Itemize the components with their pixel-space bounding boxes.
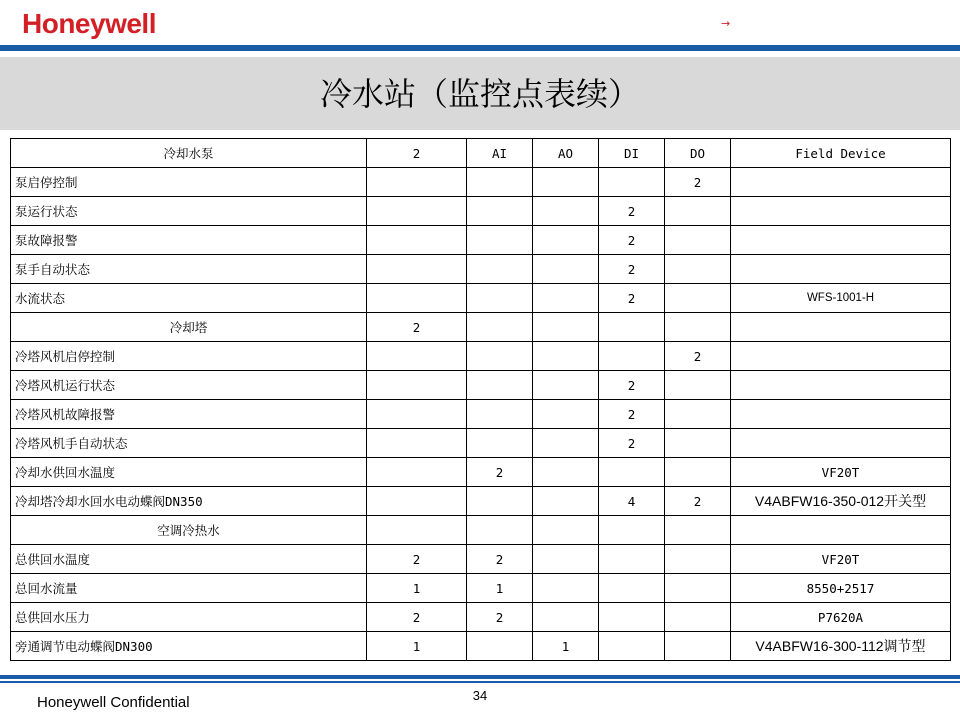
table-row: [11, 255, 951, 284]
cell-di: [599, 632, 665, 661]
cell-ao: [533, 574, 599, 603]
table-row: [11, 197, 951, 226]
cell-di: 4: [599, 487, 665, 516]
footer-divider: [0, 675, 960, 679]
cell-name: 空调冷热水: [11, 516, 367, 545]
cell-name: 冷塔风机启停控制: [11, 342, 367, 371]
cell-device: [731, 168, 951, 197]
cell-do: [665, 197, 731, 226]
table-row: [11, 342, 951, 371]
cell-name: 泵运行状态: [11, 197, 367, 226]
cell-ao: 1: [533, 632, 599, 661]
cell-ao: [533, 168, 599, 197]
cell-device: [731, 400, 951, 429]
header-cell-do: DO: [665, 139, 731, 168]
cell-ai: 1: [467, 574, 533, 603]
table-row: [11, 458, 951, 487]
cell-ai: [467, 429, 533, 458]
cell-qty: [367, 487, 467, 516]
cell-device: [731, 313, 951, 342]
cell-di: 2: [599, 255, 665, 284]
cell-ai: [467, 255, 533, 284]
table-row: [11, 429, 951, 458]
cell-name: 旁通调节电动蝶阀DN300: [11, 632, 367, 661]
cell-device: P7620A: [731, 603, 951, 632]
cell-ai: 2: [467, 458, 533, 487]
cell-name: 泵手自动状态: [11, 255, 367, 284]
header-divider: [0, 45, 960, 51]
cell-qty: [367, 226, 467, 255]
cell-qty: [367, 371, 467, 400]
table-row: [11, 487, 951, 516]
cell-do: [665, 603, 731, 632]
cell-name: 总供回水温度: [11, 545, 367, 574]
cell-ao: [533, 371, 599, 400]
cell-do: [665, 429, 731, 458]
cell-device: [731, 516, 951, 545]
cell-ao: [533, 226, 599, 255]
cell-do: [665, 516, 731, 545]
cell-ao: [533, 400, 599, 429]
cell-ao: [533, 429, 599, 458]
cell-device: 8550+2517: [731, 574, 951, 603]
cell-do: [665, 313, 731, 342]
cell-ai: 2: [467, 603, 533, 632]
table-row: [11, 226, 951, 255]
cell-name: 冷却塔: [11, 313, 367, 342]
cell-ai: [467, 487, 533, 516]
cell-di: [599, 574, 665, 603]
cell-qty: [367, 255, 467, 284]
cell-ai: [467, 197, 533, 226]
cell-qty: [367, 197, 467, 226]
cell-device: [731, 371, 951, 400]
header-cell-name: 冷却水泵: [11, 139, 367, 168]
table-section-row: [11, 516, 951, 545]
header-cell-di: DI: [599, 139, 665, 168]
cell-device: [731, 429, 951, 458]
cell-qty: 2: [367, 545, 467, 574]
cell-name: 泵启停控制: [11, 168, 367, 197]
table-row: [11, 603, 951, 632]
cell-qty: [367, 429, 467, 458]
cell-name: 总回水流量: [11, 574, 367, 603]
cell-qty: 2: [367, 603, 467, 632]
cell-do: [665, 400, 731, 429]
honeywell-logo: Honeywell: [22, 8, 156, 39]
table-row: [11, 371, 951, 400]
cell-device: WFS-1001-H: [731, 284, 951, 313]
page-number: 34: [472, 688, 488, 703]
cell-device: V4ABFW16-300-112调节型: [731, 632, 951, 661]
cell-qty: [367, 400, 467, 429]
cell-device: VF20T: [731, 545, 951, 574]
cell-ai: [467, 400, 533, 429]
cell-device: V4ABFW16-350-012开关型: [731, 487, 951, 516]
cell-qty: 1: [367, 632, 467, 661]
cell-qty: [367, 516, 467, 545]
cell-di: 2: [599, 284, 665, 313]
cell-ai: [467, 342, 533, 371]
table-row: [11, 574, 951, 603]
cell-qty: [367, 284, 467, 313]
cell-ai: [467, 516, 533, 545]
cell-do: [665, 574, 731, 603]
cell-do: 2: [665, 168, 731, 197]
table-row: [11, 168, 951, 197]
cell-qty: [367, 458, 467, 487]
table-header-row: [11, 139, 951, 168]
cell-di: [599, 603, 665, 632]
cell-do: [665, 545, 731, 574]
cell-device: [731, 342, 951, 371]
cell-ai: [467, 284, 533, 313]
cell-ao: [533, 255, 599, 284]
cell-name: 冷塔风机故障报警: [11, 400, 367, 429]
cell-ai: [467, 371, 533, 400]
cell-ai: [467, 632, 533, 661]
table-row: [11, 545, 951, 574]
cell-di: [599, 342, 665, 371]
cell-do: [665, 255, 731, 284]
cell-name: 冷却水供回水温度: [11, 458, 367, 487]
header-cell-ai: AI: [467, 139, 533, 168]
cell-name: 泵故障报警: [11, 226, 367, 255]
header-cell-qty: 2: [367, 139, 467, 168]
cell-ao: [533, 487, 599, 516]
cell-ao: [533, 516, 599, 545]
cell-qty: 1: [367, 574, 467, 603]
cell-ao: [533, 545, 599, 574]
table-row: [11, 632, 951, 661]
cell-device: [731, 226, 951, 255]
cell-do: [665, 458, 731, 487]
cell-device: VF20T: [731, 458, 951, 487]
page-title: 冷水站（监控点表续）: [319, 75, 640, 113]
table-row: [11, 284, 951, 313]
cell-ao: [533, 603, 599, 632]
cell-name: 总供回水压力: [11, 603, 367, 632]
cell-di: 2: [599, 226, 665, 255]
cell-do: [665, 226, 731, 255]
cell-name: 冷却塔冷却水回水电动蝶阀DN350: [11, 487, 367, 516]
cell-ai: [467, 168, 533, 197]
cell-ai: 2: [467, 545, 533, 574]
cell-di: [599, 458, 665, 487]
footer-divider-thin: [0, 681, 960, 683]
cell-device: [731, 255, 951, 284]
cell-di: [599, 313, 665, 342]
cell-ao: [533, 342, 599, 371]
cell-ao: [533, 197, 599, 226]
monitoring-points-table: [10, 138, 951, 661]
cell-di: [599, 516, 665, 545]
cell-ao: [533, 313, 599, 342]
table-row: [11, 400, 951, 429]
cell-ai: [467, 226, 533, 255]
arrow-icon[interactable]: →: [721, 17, 731, 30]
header-cell-device: Field Device: [731, 139, 951, 168]
cell-do: 2: [665, 487, 731, 516]
cell-name: 水流状态: [11, 284, 367, 313]
cell-di: [599, 168, 665, 197]
cell-name: 冷塔风机运行状态: [11, 371, 367, 400]
cell-di: 2: [599, 197, 665, 226]
cell-di: [599, 545, 665, 574]
cell-do: [665, 284, 731, 313]
cell-qty: [367, 342, 467, 371]
cell-di: 2: [599, 400, 665, 429]
cell-device: [731, 197, 951, 226]
cell-qty: [367, 168, 467, 197]
cell-name: 冷塔风机手自动状态: [11, 429, 367, 458]
cell-qty: 2: [367, 313, 467, 342]
header-cell-ao: AO: [533, 139, 599, 168]
cell-do: [665, 371, 731, 400]
cell-ai: [467, 313, 533, 342]
table-section-row: [11, 313, 951, 342]
cell-ao: [533, 284, 599, 313]
cell-di: 2: [599, 429, 665, 458]
cell-do: [665, 632, 731, 661]
cell-di: 2: [599, 371, 665, 400]
cell-do: 2: [665, 342, 731, 371]
confidential-label: Honeywell Confidential: [37, 694, 190, 711]
cell-ao: [533, 458, 599, 487]
